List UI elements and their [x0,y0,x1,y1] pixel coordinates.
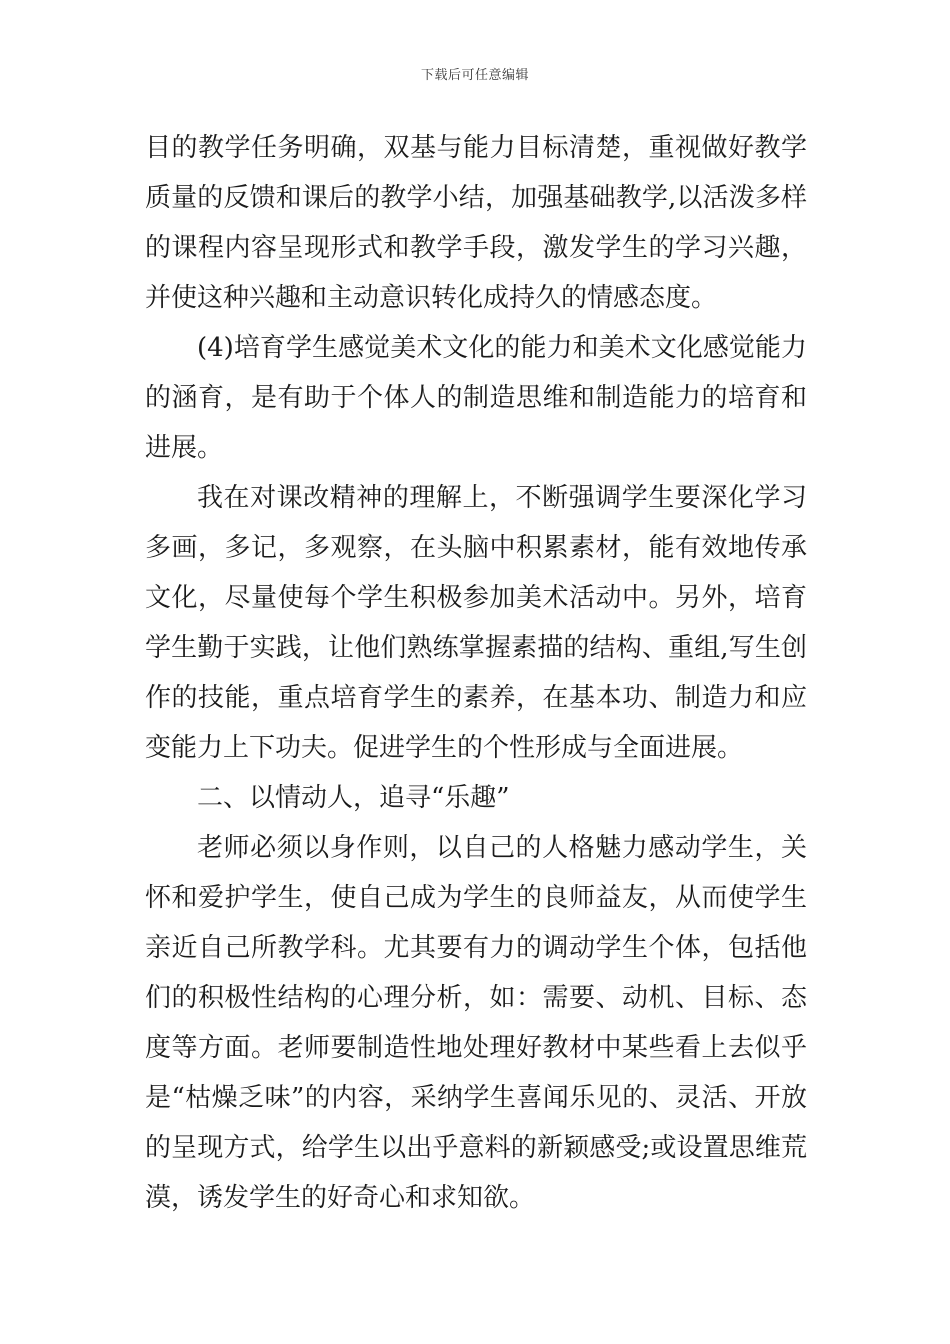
paragraph-curriculum-reform: 我在对课改精神的理解上，不断强调学生要深化学习多画，多记，多观察，在头脑中积累素材，能有效地传承文化，尽量使每个学生积极参加美术活动中。另外，培育学生勤于实践，让他们熟练掌握素描的结构、重组,写生创作的技能，重点培育学生的素养，在基本功、制造力和应变能力上下功夫。促进学生的个性形成与全面进展。 [145,483,807,763]
paragraph-continuation: 目的教学任务明确，双基与能力目标清楚，重视做好教学质量的反馈和课后的教学小结，加强基础教学,以活泼多样的课程内容呈现形式和教学手段，激发学生的学习兴趣，并使这种兴趣和主动意识转化成持久的情感态度。 [145,133,807,313]
paragraph-teacher-role: 老师必须以身作则，以自己的人格魅力感动学生，关怀和爱护学生，使自己成为学生的良师益友，从而使学生亲近自己所教学科。尤其要有力的调动学生个体，包括他们的积极性结构的心理分析，如：需要、动机、目标、态度等方面。老师要制造性地处理好教材中某些看上去似乎是“枯燥乏味”的内容，采纳学生喜闻乐见的、灵活、开放的呈现方式，给学生以出乎意料的新颖感受;或设置思维荒漠，诱发学生的好奇心和求知欲。 [145,833,807,1213]
paragraph-item-4: (4)培育学生感觉美术文化的能力和美术文化感觉能力的涵育，是有助于个体人的制造思维和制造能力的培育和进展。 [145,333,807,463]
page-header: 下载后可任意编辑 [420,68,529,83]
document-body [145,123,807,1223]
section-heading: 二、以情动人，追寻“乐趣” [197,783,510,813]
